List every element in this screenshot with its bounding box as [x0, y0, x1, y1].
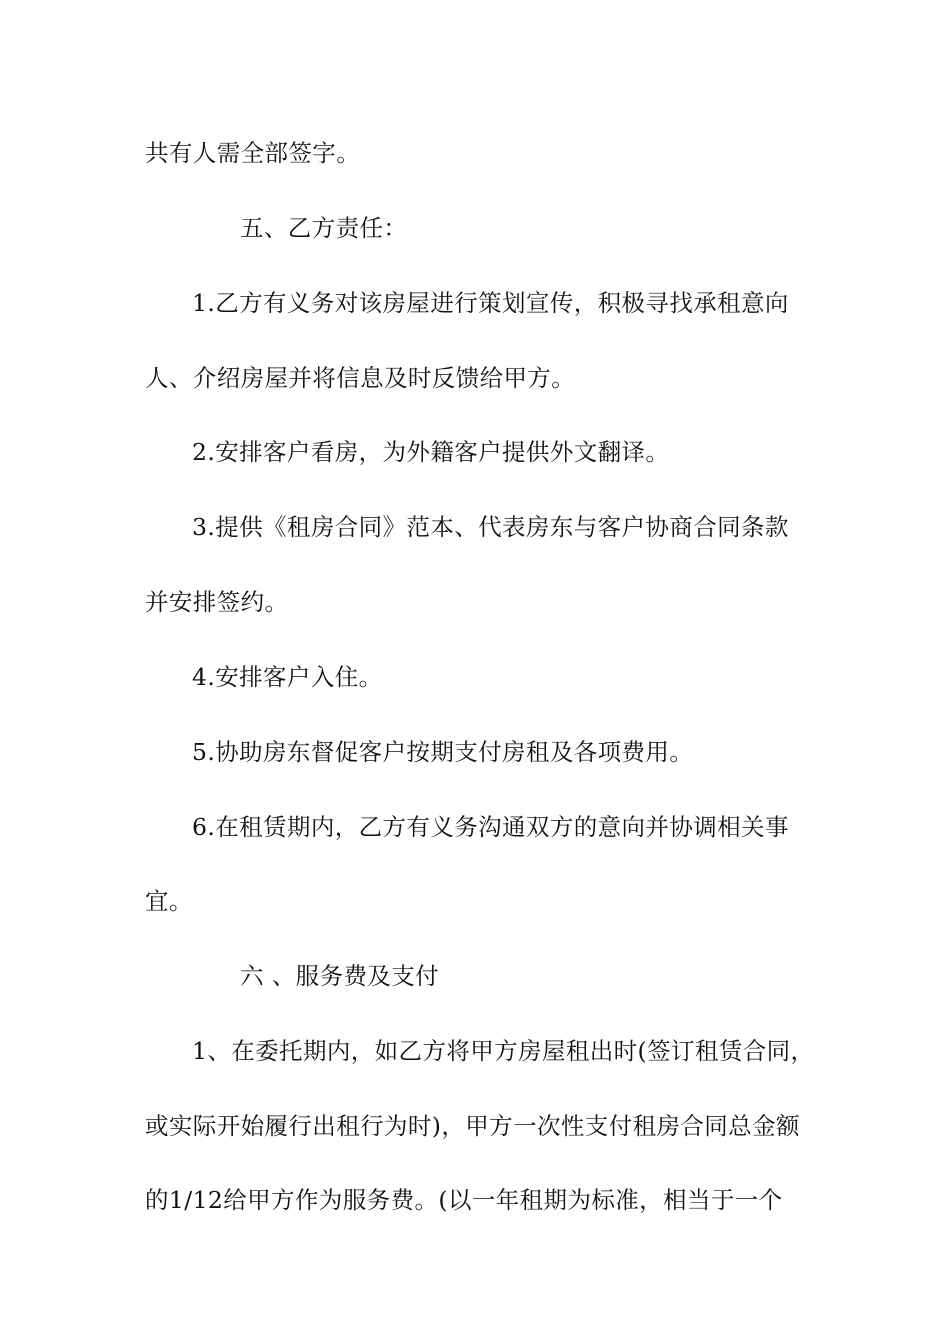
- text-line-fee-1-cont: 或实际开始履行出租行为时)，甲方一次性支付租房合同总金额: [145, 1112, 800, 1140]
- text-line-fee-1-cont-2: 的1/12给甲方作为服务费。(以一年租期为标准，相当于一个: [145, 1186, 783, 1214]
- section-heading-service-fee: 六 、服务费及支付: [240, 962, 440, 990]
- text-line-duty-3-cont: 并安排签约。: [145, 588, 289, 616]
- text-line-duty-4: 4.安排客户入住。: [192, 663, 383, 691]
- text-line-fee-1: 1、在委托期内，如乙方将甲方房屋租出时(签订租赁合同，: [192, 1037, 815, 1065]
- text-line-signature-note: 共有人需全部签字。: [145, 139, 361, 167]
- text-line-duty-1-cont: 人、介绍房屋并将信息及时反馈给甲方。: [145, 364, 576, 392]
- text-line-duty-5: 5.协助房东督促客户按期支付房租及各项费用。: [192, 738, 694, 766]
- section-heading-party-b-duties: 五、乙方责任：: [240, 214, 408, 242]
- text-line-duty-1: 1.乙方有义务对该房屋进行策划宣传，积极寻找承租意向: [192, 289, 789, 317]
- text-line-duty-3: 3.提供《租房合同》范本、代表房东与客户协商合同条款: [192, 513, 789, 541]
- text-line-duty-6-cont: 宜。: [145, 887, 193, 915]
- text-line-duty-2: 2.安排客户看房，为外籍客户提供外文翻译。: [192, 438, 670, 466]
- text-line-duty-6: 6.在租赁期内，乙方有义务沟通双方的意向并协调相关事: [192, 813, 789, 841]
